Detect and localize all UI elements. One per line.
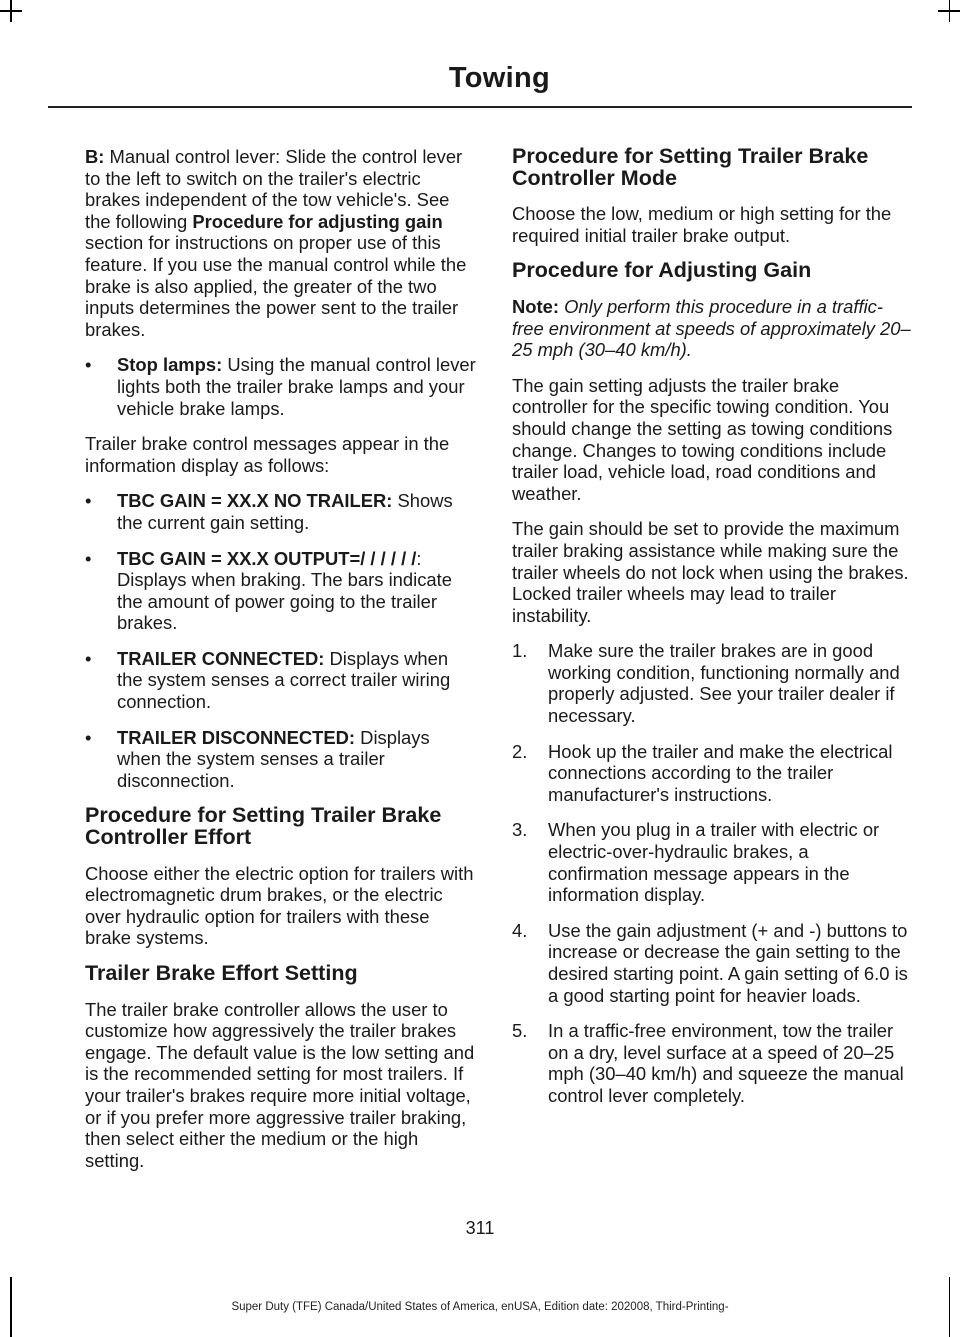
item-label: TRAILER CONNECTED: (117, 647, 325, 669)
page-number: 311 (465, 1218, 495, 1238)
list-item (512, 819, 912, 905)
list-item (512, 1020, 912, 1106)
paragraph: The trailer brake controller allows the user to customize how aggressively the trailer brakes engage. The default value is the low setting and is the recommended setting for most trailers. If your trailer's brakes require more initial voltage, or if you prefer more aggressive trailer braking, then select either the medium or the high setting. (85, 998, 475, 1171)
list-item (512, 741, 912, 806)
item-text: Shows the current gain setting. (117, 490, 453, 533)
list-item (85, 490, 477, 533)
header-divider (48, 106, 912, 108)
note-text: Only perform this procedure in a traffic-free environment at speeds of approximately 20–25 mph (30–40 km/h). (512, 295, 911, 361)
paragraph: The gain should be set to provide the maximum trailer braking assistance while making sure the trailer wheels do not lock when using the brakes. Locked trailer wheels may lead to trailer instability. (512, 518, 909, 626)
list-item (85, 727, 477, 792)
section-heading: Procedure for Setting Trailer Brake Controller Effort (85, 803, 442, 850)
bullet-icon: • (85, 547, 92, 569)
item-text: Displays when the system senses a trailer disconnection. (117, 726, 430, 791)
right-column (512, 146, 912, 1121)
item-label: TRAILER DISCONNECTED: (117, 726, 356, 748)
item-text: Displays when the system senses a correct trailer wiring connection. (117, 647, 451, 713)
section-heading: Procedure for Setting Trailer Brake Controller Mode (512, 144, 869, 190)
step-number: 1. (512, 640, 528, 662)
bullet-icon: • (85, 490, 92, 512)
crop-mark (938, 10, 960, 12)
list-item (512, 920, 912, 1006)
footer-text: Super Duty (TFE) Canada/United States of America, enUSA, Edition date: 202008, Third-Printing- (231, 1301, 729, 1313)
list-item (85, 548, 477, 634)
text: section for instructions on proper use of this feature. If you use the manual control while the brake is also applied, the greater of the two inputs determines the power sent to the trailer brakes. (85, 232, 467, 340)
item-text: : Displays when braking. The bars indicate the amount of power going to the trailer brakes. (117, 547, 452, 634)
bullet-icon: • (85, 354, 92, 376)
step-text: When you plug in a trailer with electric or electric-over-hydraulic brakes, a confirmation message appears in the information display. (548, 819, 880, 906)
paragraph: The gain setting adjusts the trailer brake controller for the specific towing condition. You should change the setting as towing conditions change. Changes to towing conditions include trailer load, vehicle load, road conditions and weather. (512, 374, 893, 504)
paragraph: Trailer brake control messages appear in the information display as follows: (85, 433, 450, 476)
section-heading: Procedure for Adjusting Gain (512, 258, 812, 283)
step-text: Hook up the trailer and make the electrical connections according to the trailer manufacturer's instructions. (548, 740, 893, 805)
note (512, 296, 912, 361)
paragraph: Choose either the electric option for trailers with electromagnetic drum brakes, or the electric over hydraulic option for trailers with these brake systems. (85, 862, 474, 949)
paragraph-manual-control (85, 146, 477, 340)
label-b: B: (85, 146, 105, 167)
note-label: Note: (512, 295, 559, 317)
list-item (85, 648, 477, 713)
section-heading: Trailer Brake Effort Setting (85, 961, 358, 985)
item-label: TBC GAIN = XX.X NO TRAILER: (117, 490, 393, 512)
step-text: Use the gain adjustment (+ and -) buttons to increase or decrease the gain setting to the desired starting point. A gain setting of 6.0 is a good starting point for heavier loads. (548, 919, 908, 1006)
paragraph: Choose the low, medium or high setting for the required initial trailer brake output. (512, 203, 892, 246)
bullet-icon: • (85, 726, 92, 748)
item-label: TBC GAIN = XX.X OUTPUT=/ / / / / / (117, 547, 417, 569)
step-text: Make sure the trailer brakes are in good working condition, functioning normally and properly adjusted. See your trailer dealer if necessary. (548, 640, 900, 727)
bullet-icon: • (85, 647, 92, 669)
left-column (85, 146, 477, 1185)
text: Manual control lever: Slide the control lever to the left to switch on the trailer's electric brakes independent of the tow vehicle's. See the following (85, 146, 463, 232)
list-item (85, 354, 477, 419)
step-text: In a traffic-free environment, tow the trailer on a dry, level surface at a speed of 20–25 mph (30–40 km/h) and squeeze the manual control lever completely. (548, 1020, 904, 1106)
step-number: 2. (512, 740, 528, 762)
item-label: Stop lamps: (117, 354, 223, 376)
cross-reference: Procedure for adjusting gain (192, 210, 443, 232)
step-number: 5. (512, 1020, 528, 1042)
item-text: Using the manual control lever lights both the trailer brake lamps and your vehicle brake lamps. (117, 354, 476, 419)
step-number: 3. (512, 819, 528, 841)
page-title: Towing (448, 62, 550, 94)
crop-mark (0, 10, 22, 12)
step-number: 4. (512, 919, 528, 941)
list-item (512, 640, 912, 726)
